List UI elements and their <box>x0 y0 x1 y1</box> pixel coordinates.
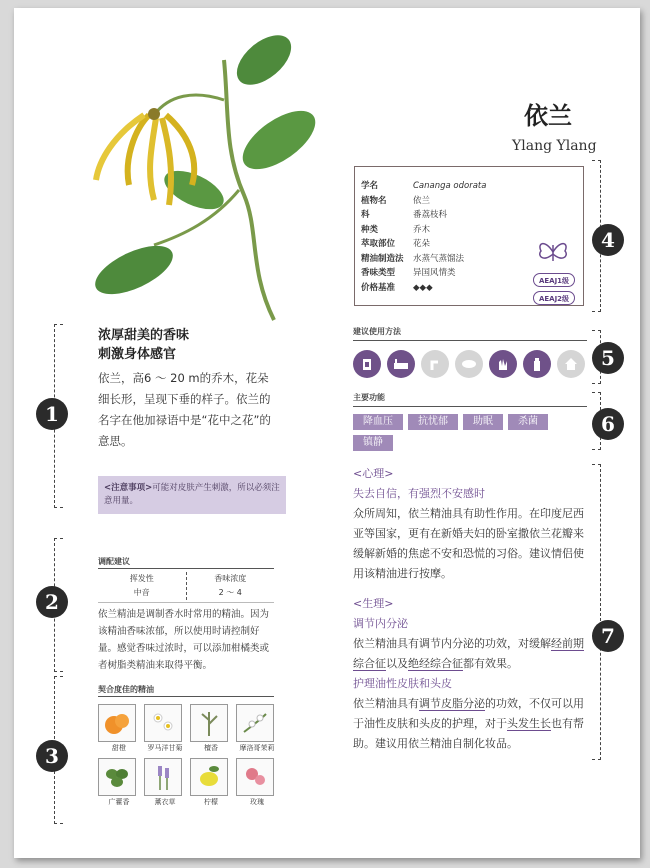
volatility-label: 挥发性 <box>129 574 154 583</box>
blend-table <box>98 572 274 600</box>
sandalwood-icon <box>190 704 228 742</box>
cosmetic-icon <box>523 350 551 378</box>
bath-icon <box>387 350 415 378</box>
marker-3: 3 <box>36 740 68 772</box>
oil-item: 薰衣草 <box>144 758 186 808</box>
info-row: 价格基准 ◆◆◆ <box>361 282 433 293</box>
marker-7: 7 <box>592 620 624 652</box>
blend-heading: 调配建议 <box>98 557 130 566</box>
blend-table-rule <box>98 602 274 603</box>
mind-heading: <心理> <box>353 467 394 480</box>
compatible-oils <box>98 704 280 808</box>
endocrine-body: 依兰精油具有调节内分泌的功效，对缓解经前期综合征以及绝经综合征都有效果。 <box>353 637 584 670</box>
functions-heading: 主要功能 <box>353 393 385 402</box>
caution-label: <注意事项> <box>104 483 153 493</box>
functions-rule <box>353 406 587 407</box>
compatible-heading: 契合度佳的精油 <box>98 685 154 694</box>
rose-icon <box>236 758 274 796</box>
function-tag: 降血压 <box>353 414 403 430</box>
info-row: 植物名 依兰 <box>361 195 431 206</box>
function-tag: 助眠 <box>463 414 503 430</box>
info-row: 萃取部位 花朵 <box>361 239 431 249</box>
info-row: 香味类型 异国风情类 <box>361 268 456 278</box>
endocrine-subheading: 调节内分泌 <box>353 617 408 630</box>
marker-2: 2 <box>36 586 68 618</box>
inhale-icon <box>421 350 449 378</box>
intensity-label: 香味浓度 <box>214 574 247 583</box>
usage-icons <box>353 350 585 378</box>
oil-item: 罗马洋甘菊 <box>144 704 186 754</box>
mind-body: 众所周知，依兰精油具有助性作用。在印度尼西亚等国家，更有在新婚夫妇的卧室撒依兰花瓣来缓解新婚的焦虑不安和恐慌的习俗。建议情侣使用该精油进行按摩。 <box>353 507 584 580</box>
section-7-bracket <box>592 464 601 760</box>
function-tag: 镇静 <box>353 435 393 451</box>
function-tag: 杀菌 <box>508 414 548 430</box>
oil-item: 玫瑰 <box>236 758 278 808</box>
oil-item: 摩洛哥茉莉 <box>236 704 278 754</box>
lemon-icon <box>190 758 228 796</box>
caution-text: 可能对皮肤产生刺激，所以必须注意用量。 <box>104 483 280 506</box>
body-heading: <生理> <box>353 597 394 610</box>
compress-icon <box>455 350 483 378</box>
oil-item: 柠檬 <box>190 758 232 808</box>
compatible-rule <box>98 696 274 697</box>
blend-rule <box>98 568 274 569</box>
info-box <box>354 166 584 306</box>
oil-item: 甜橙 <box>98 704 140 754</box>
aeaj2-badge: AEAJ2级 <box>533 291 575 305</box>
info-row: 科 番荔枝科 <box>361 210 448 220</box>
ylang-flower-illustration <box>74 20 334 325</box>
butterfly-icon <box>537 239 569 265</box>
lavender-icon <box>144 758 182 796</box>
house-icon <box>557 350 585 378</box>
info-row: 精油制造法 水蒸气蒸馏法 <box>361 253 465 264</box>
massage-icon <box>489 350 517 378</box>
marker-4: 4 <box>592 224 624 256</box>
page-subtitle: Ylang Ylang <box>512 138 597 154</box>
oil-item: 广藿香 <box>98 758 140 808</box>
intensity-value: 2 ～ 4 <box>218 588 242 597</box>
oil-item: 檀香 <box>190 704 232 754</box>
blend-body: 依兰精油是调制香水时常用的精油。因为该精油香味浓郁，所以使用时请控制好量。感觉香味过浓时，可以添加柑橘类或者树脂类精油来取得平衡。 <box>98 609 270 671</box>
mind-subheading: 失去自信，有强烈不安感时 <box>353 487 485 500</box>
jasmine-icon <box>236 704 274 742</box>
marker-6: 6 <box>592 408 624 440</box>
orange-icon <box>98 704 136 742</box>
skin-body: 依兰精油具有调节皮脂分泌的功效，不仅可以用于油性皮肤和头皮的护理，对于头发生长也有帮助。建议用依兰精油自制化妆品。 <box>353 697 584 750</box>
info-row: 种类 乔木 <box>361 224 431 235</box>
function-tag: 抗忧郁 <box>408 414 458 430</box>
marker-1: 1 <box>36 398 68 430</box>
volatility-value: 中音 <box>133 588 150 597</box>
intro-headline: 浓厚甜美的香味 刺激身体感官 <box>98 328 190 362</box>
marker-5: 5 <box>592 342 624 374</box>
function-tags <box>353 414 587 451</box>
usage-rule <box>353 340 587 341</box>
caution-note <box>98 476 286 514</box>
aeaj1-badge: AEAJ1级 <box>533 273 575 287</box>
info-row: 学名 Cananga odorata <box>361 181 487 191</box>
usage-heading: 建议使用方法 <box>353 327 401 336</box>
skin-subheading: 护理油性皮肤和头皮 <box>353 677 452 690</box>
page <box>14 8 640 858</box>
patchouli-icon <box>98 758 136 796</box>
page-title: 依兰 <box>524 101 572 130</box>
diffuser-icon <box>353 350 381 378</box>
intro-body: 依兰，高6 ～ 20 m的乔木，花朵细长形，呈现下垂的样子。依兰的名字在他加禄语中是“花中之花”的意思。 <box>98 371 271 448</box>
chamomile-icon <box>144 704 182 742</box>
